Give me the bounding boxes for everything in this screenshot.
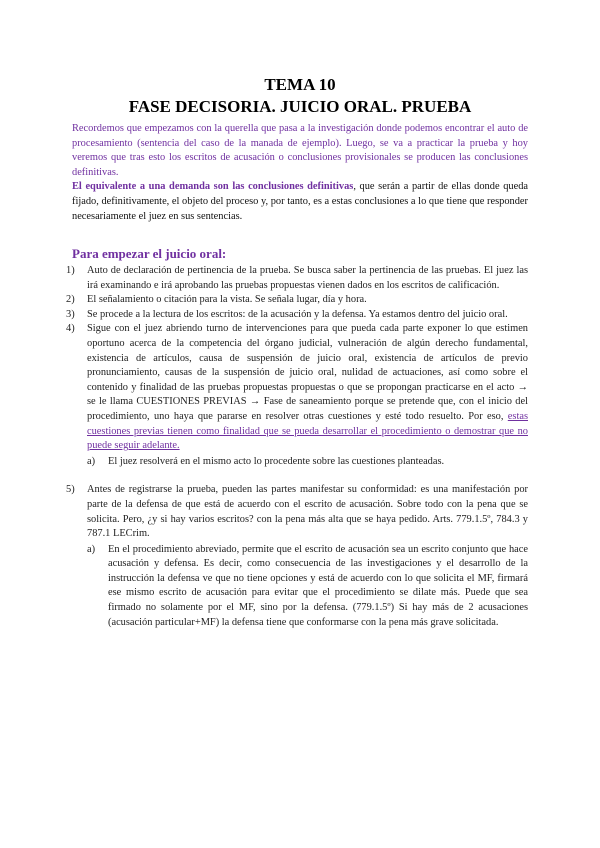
- underlined-text: estas cuestiones previas tienen como finalidad que se pueda desarrollar el procedimiento o demostrar que no puede seguir adelante.: [87, 410, 528, 452]
- list-text: El señalamiento o citación para la vista. Se señala lugar, día y hora.: [87, 294, 367, 306]
- section-heading: Para empezar el juicio oral:: [72, 246, 227, 261]
- page-subtitle: FASE DECISORIA. JUICIO ORAL. PRUEBA: [128, 97, 472, 116]
- sub-list-item: [66, 543, 528, 631]
- list-item: [66, 293, 528, 308]
- list-number: 4): [66, 323, 75, 335]
- list-number: 1): [66, 265, 75, 276]
- list-number: 3): [66, 308, 75, 320]
- list-item: [66, 308, 528, 323]
- intro-paragraph-2: [72, 180, 528, 224]
- intro-bold: El equivalente a una demanda son las conclusiones definitivas: [72, 181, 354, 193]
- list-text: Antes de registrarse la prueba, pueden las partes manifestar su conformidad: es una manifestación por parte de la defensa de que está de acuerdo con el escrito de acusación. Sobre todo con la pena que se solicita. Pero, ¿y si hay varios escritos? con la pena más alta que se haya pedido. Arts. 779.1.5º, 784.3 y 787.1 LECrim.: [87, 484, 528, 540]
- intro-section: [72, 122, 528, 224]
- list-item: [66, 264, 528, 293]
- list-number: 5): [66, 484, 75, 496]
- list-item: [66, 483, 528, 541]
- list-item: [66, 322, 528, 453]
- intro-paragraph: Recordemos que empezamos con la querella que pasa a la investigación donde podemos encontrar el auto de procesamiento (sentencia del caso de la manada de ejemplo). Luego, se va a practicar la prueba y hoy veremos que tras esto los escritos de acusación o conclusiones provisionales se producen las conclusiones definitivas.: [72, 123, 528, 178]
- intro-rest: , que serán a partir de ellas donde queda fijado, definitivamente, el objeto del proceso y, por tanto, es a estas conclusiones a lo que tiene que responder necesariamente el juez en sus sentencias.: [72, 181, 528, 222]
- list-text: Auto de declaración de pertinencia de la prueba. Se busca saber la pertinencia de las pruebas. El juez las irá examinando e irá aprobando las pruebas propuestas vienen dados en los escritos de calificación.: [87, 265, 528, 291]
- spacer: [66, 469, 528, 483]
- list-text: El juez resolverá en el mismo acto lo procedente sobre las cuestiones planteadas.: [108, 455, 445, 467]
- list-text: En el procedimiento abreviado, permite que el escrito de acusación sea un escrito conjunto que hace acusación y defensa. Es decir, como consecuencia de las investigaciones y el desarrollo de la instrucción la defensa ve que no tiene opciones y está de acuerdo con lo que solicita el MF, firmará ese mismo escrito de acusación para evitar que el procedimiento se dilate más. Puede que sea firmado no solamente por el MF, sino por la defensa. (779.1.5º) Si hay más de 2 acusaciones (acusación particular+MF) la defensa tiene que conformarse con la pena más grave solicitada.: [108, 543, 528, 628]
- steps-list: [66, 264, 528, 630]
- sub-list-item: [66, 455, 528, 470]
- list-number: a): [87, 455, 96, 467]
- page-title: TEMA 10: [264, 75, 336, 94]
- list-number: a): [87, 543, 96, 555]
- list-number: 2): [66, 294, 75, 306]
- list-text: Se procede a la lectura de los escritos: de la acusación y la defensa. Ya estamos dentro del juicio oral.: [87, 308, 508, 320]
- list-text: Sigue con el juez abriendo turno de intervenciones para que pueda cada parte exponer lo que estimen oportuno acerca de la competencia del órgano judicial, vulneración de algún derecho fundamental, existencia de artículos, causa de suspensión de juicio oral, existencia de artículos de previo pronunciamiento, causas de la suspensión de juicio oral, nulidad de actuaciones, así como sobre el contenido y finalidad de las pruebas propuestas propuestas o que se propongan practicarse en el acto → se le llama CUESTIONES PREVIAS → Fase de saneamiento porque se pretende que, con el inicio del procedimiento, uno haya que pararse en resolver otras cuestiones y esté todo resuelto. Por eso,: [87, 323, 528, 422]
